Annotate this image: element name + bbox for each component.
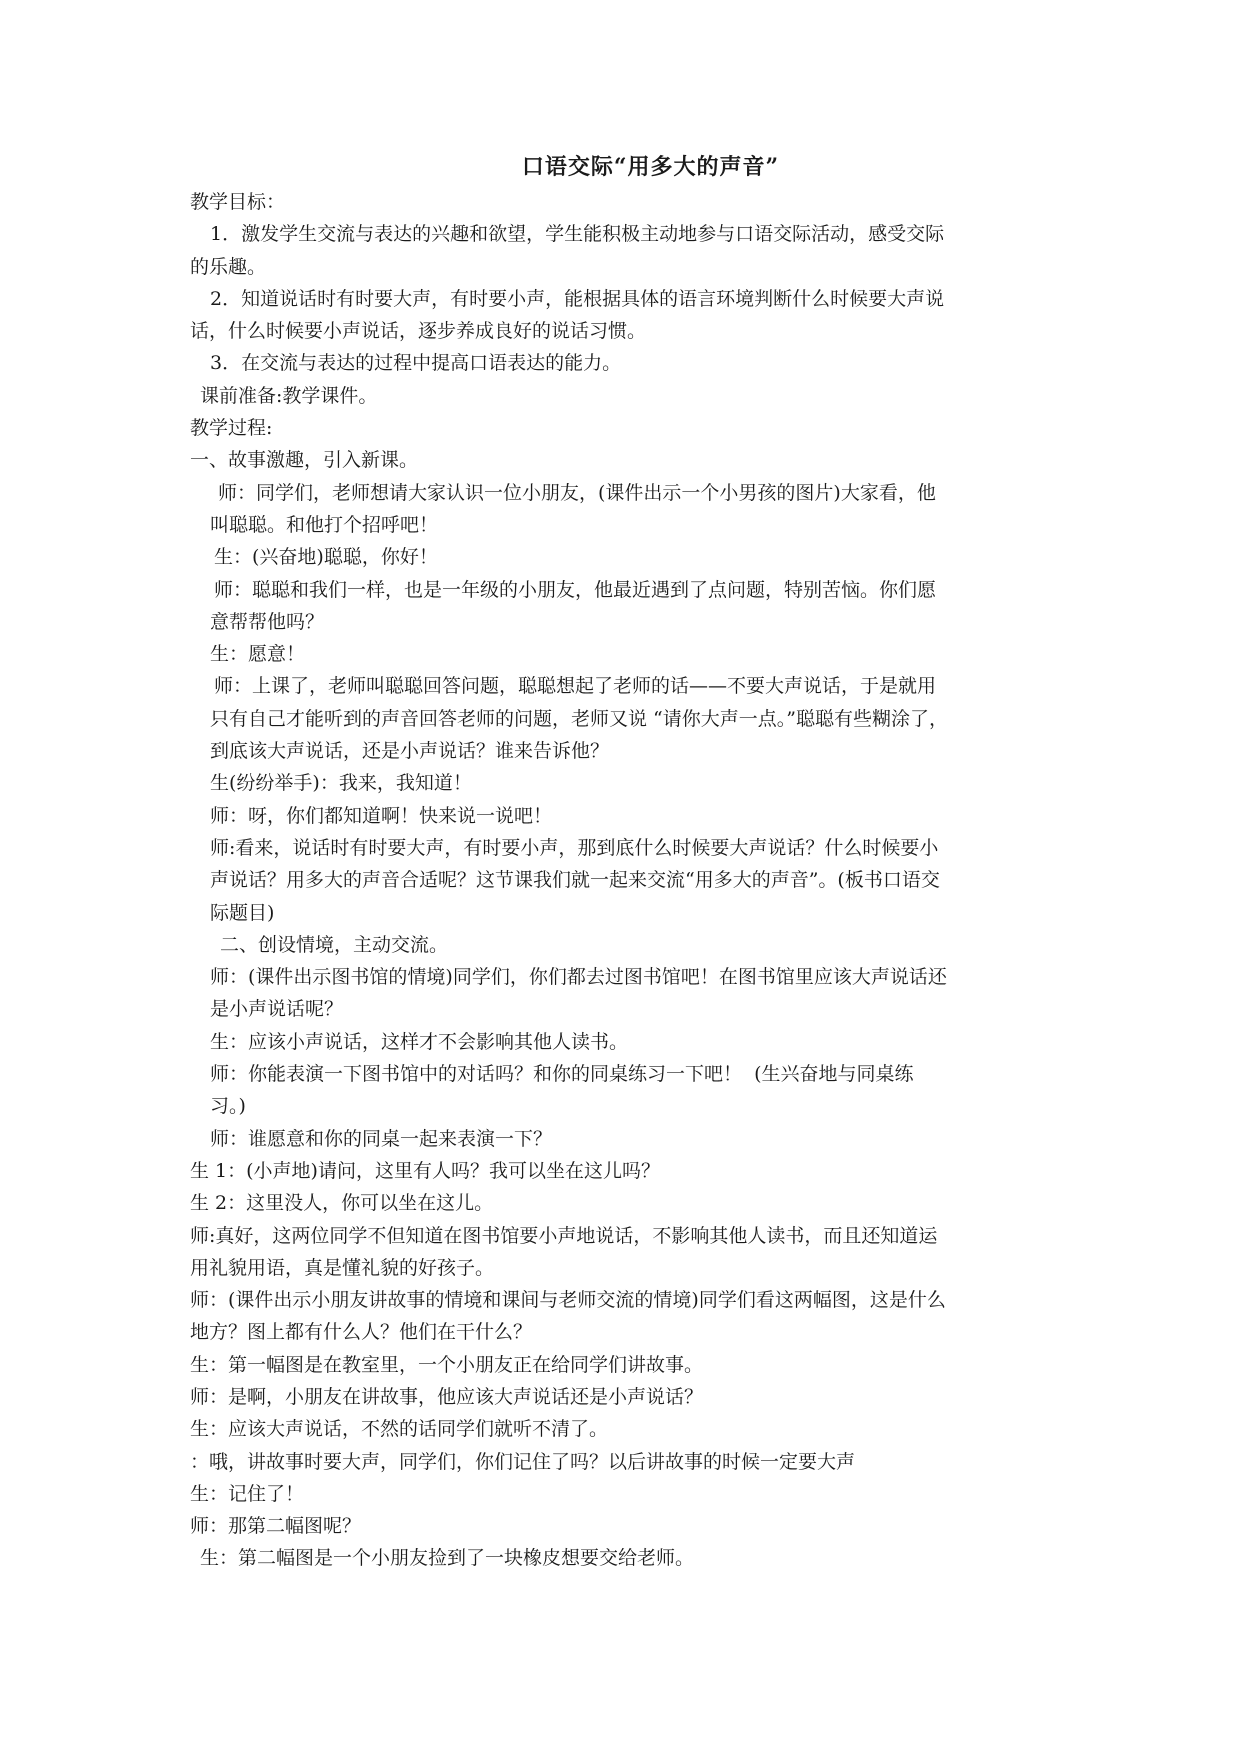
dialog-line: 地方？图上都有什么人？他们在干什么？ bbox=[190, 1321, 533, 1344]
dialog-line: 只有自己才能听到的声音回答老师的问题，老师又说 “请你大声一点。”聪聪有些糊涂了， bbox=[210, 707, 948, 730]
dialog-line: 意帮帮他吗？ bbox=[210, 610, 325, 633]
dialog-line: 生：记住了！ bbox=[190, 1482, 305, 1505]
dialog-line: 生 2：这里没人，你可以坐在这儿。 bbox=[190, 1192, 494, 1215]
dialog-line: 师：(课件出示小朋友讲故事的情境和课间与老师交流的情境)同学们看这两幅图，这是什么 bbox=[190, 1289, 946, 1312]
dialog-line: 生(纷纷举手)：我来，我知道！ bbox=[210, 772, 472, 795]
dialog-line: 师：(课件出示图书馆的情境)同学们，你们都去过图书馆吧！在图书馆里应该大声说话还 bbox=[210, 966, 947, 989]
dialog-line: 叫聪聪。和他打个招呼吧！ bbox=[210, 513, 439, 536]
dialog-line: 师：是啊，小朋友在讲故事，他应该大声说话还是小声说话？ bbox=[190, 1385, 704, 1408]
dialog-line: 师：上课了，老师叫聪聪回答问题，聪聪想起了老师的话——不要大声说话，于是就用 bbox=[214, 675, 937, 698]
preparation: 课前准备:教学课件。 bbox=[200, 384, 378, 407]
dialog-line: 是小声说话呢？ bbox=[210, 998, 344, 1021]
dialog-line: 生：(兴奋地)聪聪，你好！ bbox=[214, 546, 438, 569]
objective-3: 3．在交流与表达的过程中提高口语表达的能力。 bbox=[210, 352, 622, 375]
dialog-line: ：哦，讲故事时要大声，同学们，你们记住了吗？以后讲故事的时候一定要大声 bbox=[190, 1450, 856, 1473]
dialog-line: 生：应该小声说话，这样才不会影响其他人读书。 bbox=[210, 1030, 629, 1053]
section-heading-part-1: 一、故事激趣，引入新课。 bbox=[190, 449, 419, 472]
dialog-line: 声说话？用多大的声音合适呢？这节课我们就一起来交流“用多大的声音”。(板书口语交 bbox=[210, 869, 940, 892]
document-title: 口语交际“用多大的声音” bbox=[521, 154, 780, 180]
dialog-line: 到底该大声说话，还是小声说话？谁来告诉他？ bbox=[210, 740, 610, 763]
dialog-line: 师：谁愿意和你的同桌一起来表演一下？ bbox=[210, 1127, 553, 1150]
dialog-line: 师：你能表演一下图书馆中的对话吗？和你的同桌练习一下吧！ (生兴奋地与同桌练 bbox=[210, 1063, 914, 1086]
section-heading-part-2: 二、创设情境，主动交流。 bbox=[220, 933, 449, 956]
section-heading-process: 教学过程: bbox=[190, 417, 273, 440]
objective-1-line-1: 1．激发学生交流与表达的兴趣和欲望，学生能积极主动地参与口语交际活动，感受交际 bbox=[210, 223, 945, 246]
dialog-line: 生：愿意！ bbox=[210, 643, 306, 666]
dialog-line: 师：同学们，老师想请大家认识一位小朋友，(课件出示一个小男孩的图片)大家看，他 bbox=[218, 481, 936, 504]
section-heading-objectives: 教学目标： bbox=[190, 191, 286, 213]
objective-2-line-1: 2．知道说话时有时要大声，有时要小声，能根据具体的语言环境判断什么时候要大声说 bbox=[210, 287, 945, 310]
objective-2-line-2: 话，什么时候要小声说话，逐步养成良好的说话习惯。 bbox=[190, 320, 647, 343]
dialog-line: 师：那第二幅图呢？ bbox=[190, 1515, 362, 1538]
dialog-line: 习。) bbox=[210, 1095, 246, 1118]
dialog-line: 师:真好，这两位同学不但知道在图书馆要小声地说话，不影响其他人读书，而且还知道运 bbox=[190, 1224, 938, 1247]
dialog-line: 生 1：(小声地)请问，这里有人吗？我可以坐在这儿吗？ bbox=[190, 1159, 660, 1182]
dialog-line: 用礼貌用语，真是懂礼貌的好孩子。 bbox=[190, 1256, 495, 1279]
dialog-line: 生：第二幅图是一个小朋友捡到了一块橡皮想要交给老师。 bbox=[200, 1547, 695, 1570]
dialog-line: 师：聪聪和我们一样，也是一年级的小朋友，他最近遇到了点问题，特别苦恼。你们愿 bbox=[214, 578, 937, 601]
document-body bbox=[190, 186, 1060, 1575]
dialog-line: 师：呀，你们都知道啊！快来说一说吧！ bbox=[210, 804, 553, 827]
dialog-line: 生：应该大声说话，不然的话同学们就听不清了。 bbox=[190, 1418, 609, 1441]
dialog-line: 生：第一幅图是在教室里，一个小朋友正在给同学们讲故事。 bbox=[190, 1353, 704, 1376]
dialog-line: 师:看来，说话时有时要大声，有时要小声，那到底什么时候要大声说话？什么时候要小 bbox=[210, 836, 939, 859]
dialog-line: 际题目) bbox=[210, 901, 275, 924]
objective-1-line-2: 的乐趣。 bbox=[190, 255, 267, 278]
